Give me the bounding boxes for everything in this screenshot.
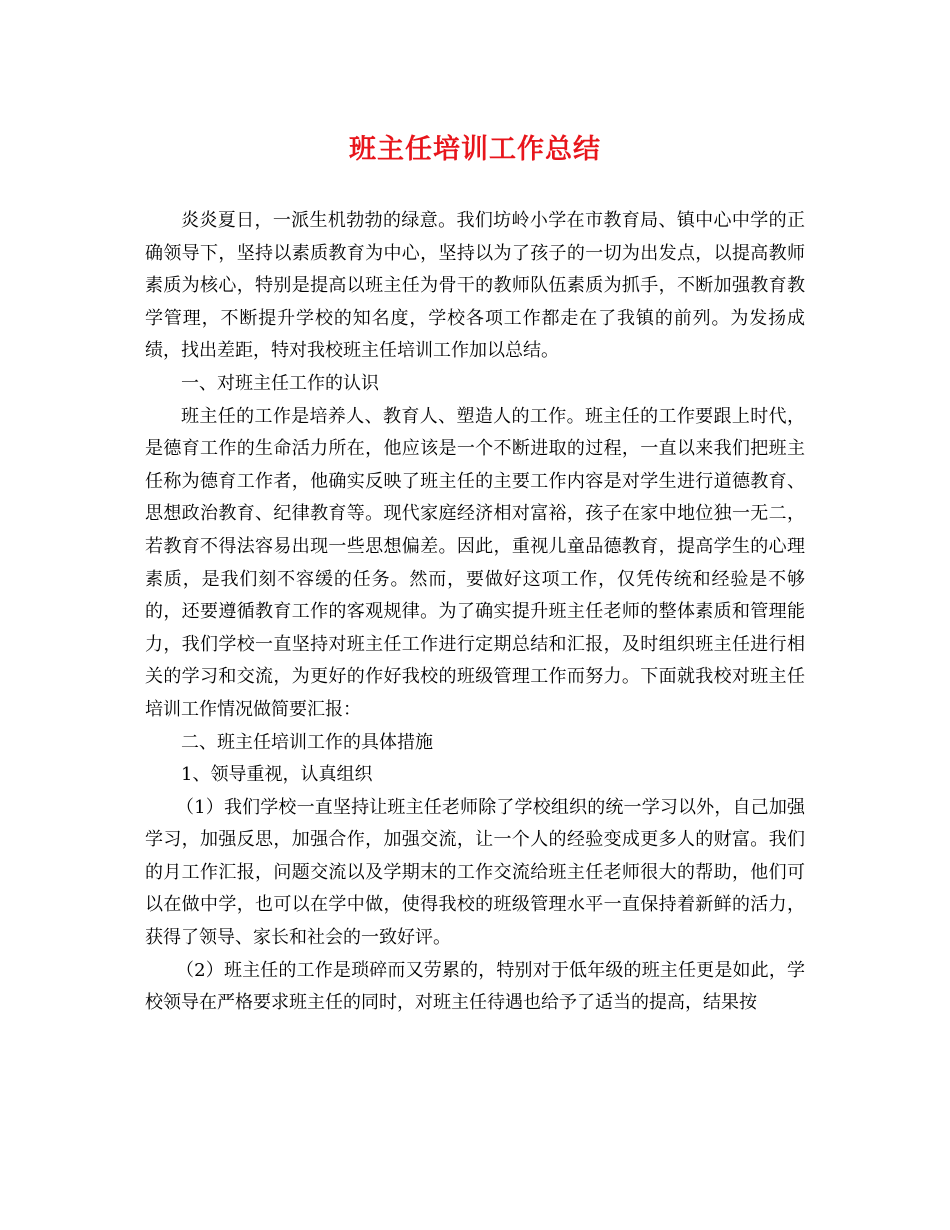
paragraph-item-2: （2）班主任的工作是琐碎而又劳累的，特别对于低年级的班主任更是如此，学校领导在严格要求班主任的同时，对班主任待遇也给予了适当的提高，结果按 (145, 959, 805, 1014)
subsection-heading-1: 1、领导重视，认真组织 (181, 764, 373, 786)
document-title: 班主任培训工作总结 (349, 134, 601, 165)
paragraph-intro: 炎炎夏日，一派生机勃勃的绿意。我们坊岭小学在市教育局、镇中心中学的正确领导下，坚持以素质教育为中心，坚持以为了孩子的一切为出发点，以提高教师素质为核心，特别是提高以班主任为骨干的教师队伍素质为抓手，不断加强教育教学管理，不断提升学校的知名度，学校各项工作都走在了我镇的前列。为发扬成绩，找出差距，特对我校班主任培训工作加以总结。 (145, 210, 805, 362)
paragraph-understanding: 班主任的工作是培养人、教育人、塑造人的工作。班主任的工作要跟上时代，是德育工作的生命活力所在，他应该是一个不断进取的过程，一直以来我们把班主任称为德育工作者，他确实反映了班主任的主要工作内容是对学生进行道德教育、思想政治教育、纪律教育等。现代家庭经济相对富裕，孩子在家中地位独一无二，若教育不得法容易出现一些思想偏差。因此，重视儿童品德教育，提高学生的心理素质，是我们刻不容缓的任务。然而，要做好这项工作，仅凭传统和经验是不够的，还要遵循教育工作的客观规律。为了确实提升班主任老师的整体素质和管理能力，我们学校一直坚持对班主任工作进行定期总结和汇报，及时组织班主任进行相关的学习和交流，为更好的作好我校的班级管理工作而努力。下面就我校对班主任培训工作情况做简要汇报： (145, 405, 805, 720)
document-body (145, 205, 805, 1020)
section-heading-1: 一、对班主任工作的认识 (181, 372, 379, 394)
section-heading-2: 二、班主任培训工作的具体措施 (181, 731, 433, 753)
paragraph-item-1: （1）我们学校一直坚持让班主任老师除了学校组织的统一学习以外，自己加强学习，加强反思，加强合作，加强交流，让一个人的经验变成更多人的财富。我们的月工作汇报，问题交流以及学期末的工作交流给班主任老师很大的帮助，他们可以在做中学，也可以在学中做，使得我校的班级管理水平一直保持着新鲜的活力，获得了领导、家长和社会的一致好评。 (145, 796, 805, 949)
